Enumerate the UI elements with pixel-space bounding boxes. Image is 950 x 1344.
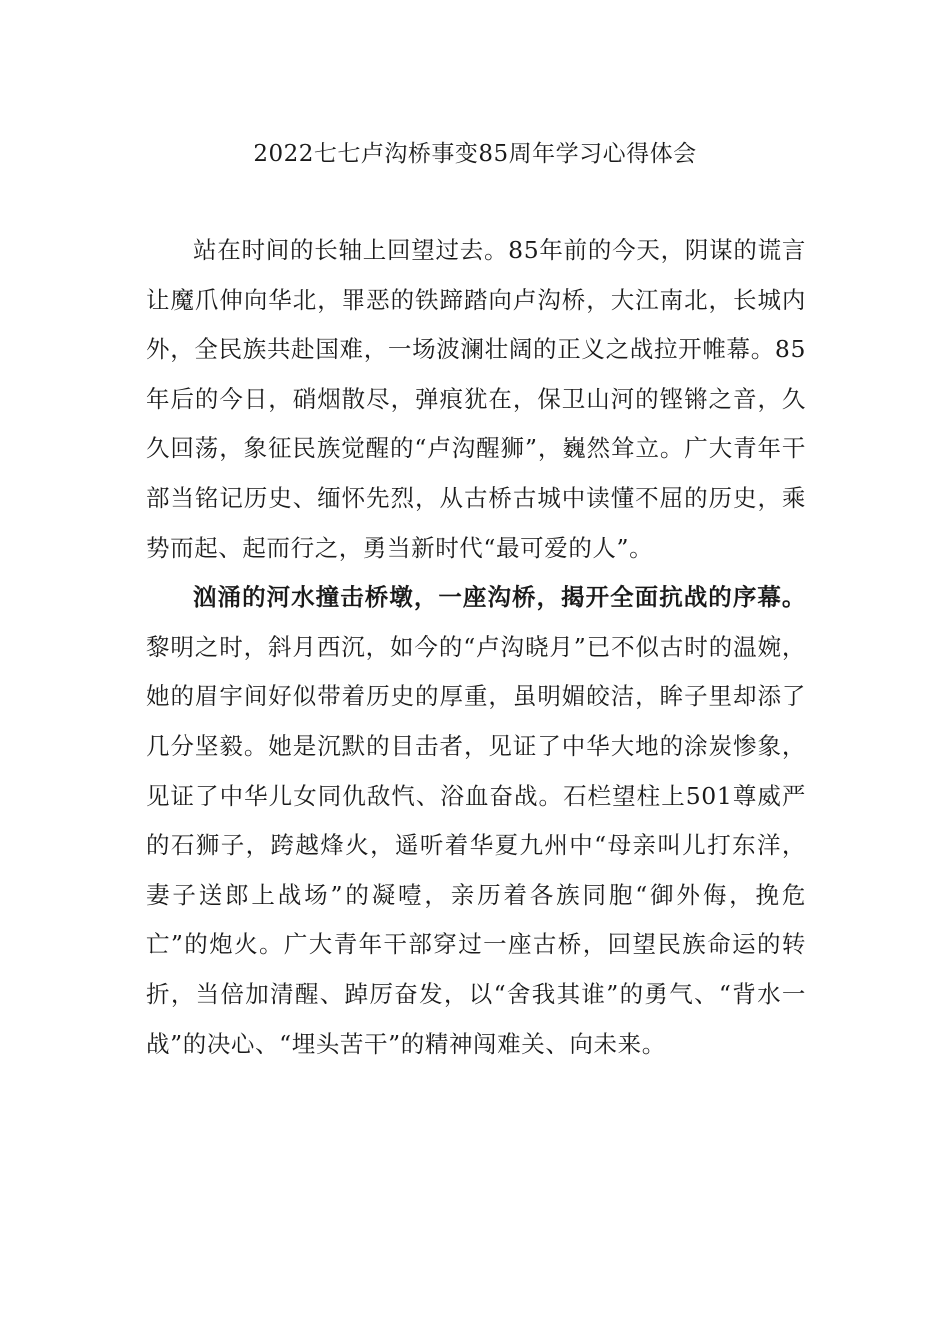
- paragraph-text: 站在时间的长轴上回望过去。85年前的今天，阴谋的谎言让魔爪伸向华北，罪恶的铁蹄踏向卢沟桥，大江南北，长城内外，全民族共赴国难，一场波澜壮阔的正义之战拉开帷幕。85年后的今日，硝烟散尽，弹痕犹在，保卫山河的铿锵之音，久久回荡，象征民族觉醒的“卢沟醒狮”，巍然耸立。广大青年干部当铭记历史、缅怀先烈，从古桥古城中读懂不屈的历史，乘势而起、起而行之，勇当新时代“最可爱的人”。: [146, 236, 806, 562]
- document-title: 2022七七卢沟桥事变85周年学习心得体会: [253, 141, 697, 167]
- paragraph-text: 黎明之时，斜月西沉，如今的“卢沟晓月”已不似古时的温婉，她的眉宇间好似带着历史的厚重，虽明媚皎洁，眸子里却添了几分坚毅。她是沉默的目击者，见证了中华大地的涂炭惨象，见证了中华儿女同仇敌忾、浴血奋战。石栏望柱上501尊威严的石狮子，跨越烽火，遥听着华夏九州中“母亲叫儿打东洋，妻子送郎上战场”的凝噎，亲历着各族同胞“御外侮，挽危亡”的炮火。广大青年干部穿过一座古桥，回望民族命运的转折，当倍加清醒、踔厉奋发，以“舍我其谁”的勇气、“背水一战”的决心、“埋头苦干”的精神闯难关、向未来。: [146, 632, 806, 1058]
- paragraph-2: [146, 573, 806, 1069]
- paragraph-1: [146, 226, 806, 573]
- document-body: [146, 226, 806, 1069]
- paragraph-lead: 汹涌的河水撞击桥墩，一座沟桥，揭开全面抗战的序幕。: [193, 583, 806, 612]
